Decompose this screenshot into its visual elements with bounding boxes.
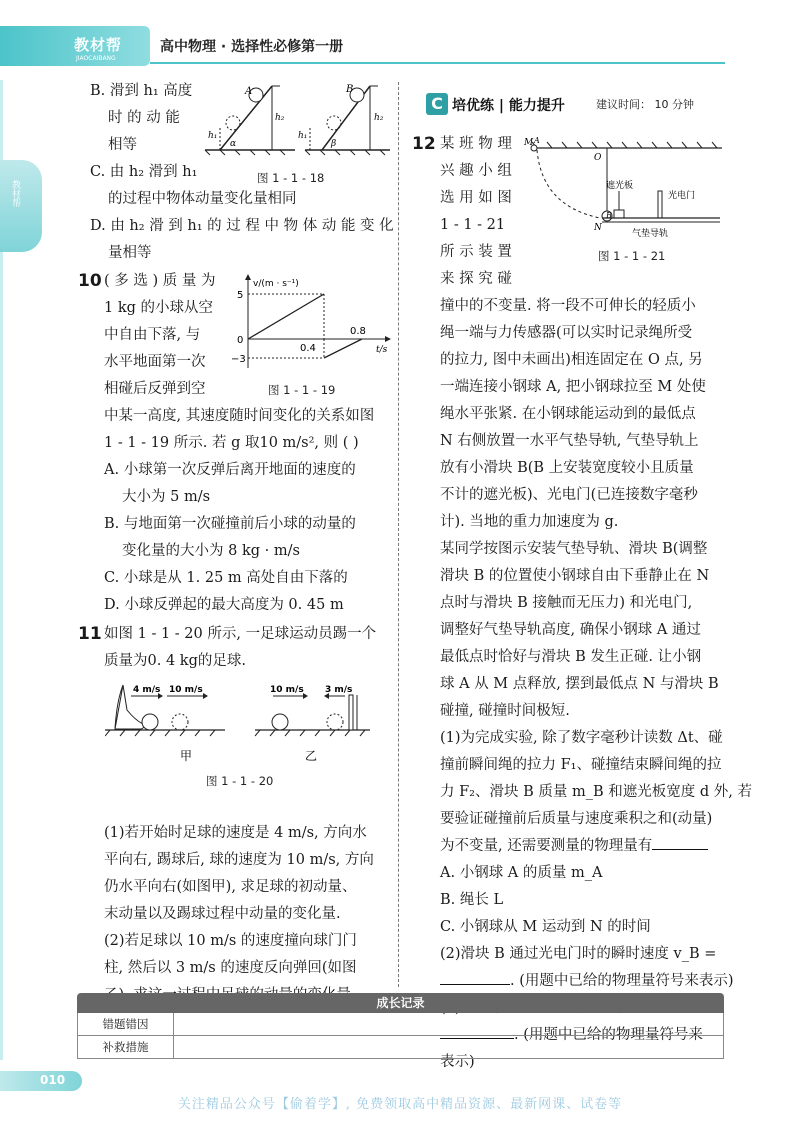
q12-sub1-line4: 要验证碰撞前后质量与速度乘积之和(动量) [440, 811, 713, 827]
q10-line7: 1 - 1 - 19 所示. 若 g 取10 m/s², 则 ( ) [104, 435, 359, 451]
q12-sub1-line3: 力 F₂、滑块 B 质量 m_B 和遮光板宽度 d 外, 若 [440, 784, 752, 800]
section-title: 培优练 | 能力提升 [452, 98, 565, 114]
q9-option-b-line1: B. 滑到 h₁ 高度 [90, 83, 193, 99]
q12-line8: 绳一端与力传感器(可以实时记录绳所受 [440, 325, 693, 341]
q12-line4: 1 - 1 - 21 [440, 217, 506, 233]
q11-part1-line2: 平向右, 踢球后, 球的速度为 10 m/s, 方向 [104, 852, 374, 868]
fig20-label-yi: 乙 [305, 749, 318, 763]
q12-line14: 不计的遮光板)、光电门(已连接数字毫秒 [440, 487, 698, 503]
q9-option-b-line3: 相等 [108, 137, 137, 153]
fig19-xlabel: t/s [376, 345, 388, 355]
fig20-v-incoming: 10 m/s [270, 685, 304, 695]
fig18-label-h1-left: h₁ [208, 131, 218, 141]
q12-sub1-line1: (1)为完成实验, 除了数字毫秒计读数 Δt、碰 [440, 730, 723, 746]
fig18-label-h2-right: h₂ [374, 113, 384, 123]
q12-option-b: B. 绳长 L [440, 892, 504, 908]
figure-1-1-21-caption: 图 1 - 1 - 21 [598, 249, 666, 263]
q12-line20: 最低点时恰好与滑块 B 发生正碰. 让小钢 [440, 649, 702, 665]
q10-option-b-line2: 变化量的大小为 8 kg · m/s [122, 543, 300, 559]
header-rule [150, 62, 725, 64]
book-title: 高中物理 · 选择性必修第一册 [160, 39, 344, 55]
figure-1-1-19-caption: 图 1 - 1 - 19 [268, 383, 336, 397]
q12-sub1-line5 [440, 833, 708, 860]
growth-row-remedy-input[interactable] [174, 1036, 723, 1058]
q10-line2: 1 kg 的小球从空 [104, 300, 214, 316]
footer-promo: 关注精品公众号【偷着学】, 免费领取高中精品资源、最新网课、试卷等 [177, 1097, 623, 1112]
q12-sub2-line1: (2)滑块 B 通过光电门时的瞬时速度 v_B = [440, 946, 717, 962]
fig20-label-jia: 甲 [180, 749, 193, 763]
q12-line5: 所 示 装 置 [440, 244, 512, 260]
q10-line6: 中某一高度, 其速度随时间变化的关系如图 [104, 408, 375, 424]
q12-line6: 来 探 究 碰 [440, 271, 512, 287]
q12-sub2-line2 [440, 968, 734, 995]
fig21-label-shade: 遮光板 [606, 181, 634, 191]
q10-line1: ( 多 选 ) 质 量 为 [104, 273, 216, 289]
fig21-label-m: M [524, 138, 534, 148]
q11-line2: 质量为0. 4 kg的足球. [104, 653, 246, 669]
answer-blank-1[interactable] [652, 834, 708, 850]
q9-option-b-line2: 时 的 动 能 [108, 110, 180, 126]
section-time: 建议时间： 10 分钟 [596, 98, 694, 111]
q9-option-c-line2: 的过程中物体动量变化量相同 [108, 191, 297, 207]
q11-part2-line2: 柱, 然后以 3 m/s 的速度反向弹回(如图 [104, 960, 357, 976]
q10-option-d: D. 小球反弹起的最大高度为 0. 45 m [104, 597, 344, 613]
q11-line1: 如图 1 - 1 - 20 所示, 一足球运动员踢一个 [104, 626, 377, 642]
fig19-tick-08: 0.8 [350, 326, 366, 337]
q12-line22: 碰撞, 碰撞时间极短. [440, 703, 570, 719]
figure-1-1-18-caption: 图 1 - 1 - 18 [257, 171, 325, 185]
q11-part2-line1: (2)若足球以 10 m/s 的速度撞向球门门 [104, 933, 357, 949]
q10-option-b-line1: B. 与地面第一次碰撞前后小球的动量的 [104, 516, 356, 532]
q9-option-d-line1: D. 由 h₂ 滑 到 h₁ 的 过 程 中 物 体 动 能 变 化 [90, 218, 394, 234]
q12-number: 12 [412, 134, 436, 154]
fig21-label-b: B [606, 211, 612, 220]
figure-1-1-20 [105, 680, 375, 770]
fig19-tick-neg3: −3 [231, 354, 246, 365]
q11-part1-line4: 末动量以及踢球过程中动量的变化量. [104, 906, 341, 922]
q12-option-a: A. 小钢球 A 的质量 m_A [440, 865, 603, 881]
q12-line2: 兴 趣 小 组 [440, 163, 512, 179]
q11-part1-line1: (1)若开始时足球的速度是 4 m/s, 方向水 [104, 825, 367, 841]
q9-option-c-line1: C. 由 h₂ 滑到 h₁ [90, 164, 198, 180]
fig18-label-a: A [245, 86, 253, 97]
q9-option-d-line2: 量相等 [108, 245, 152, 261]
q12-option-c: C. 小钢球从 M 运动到 N 的时间 [440, 919, 651, 935]
figure-1-1-20-caption: 图 1 - 1 - 20 [206, 774, 274, 788]
fig18-label-h2-left: h₂ [275, 113, 285, 123]
q12-line13: 放有小滑块 B(B 上安装宽度较小且质量 [440, 460, 694, 476]
q12-line19: 调整好气垫导轨高度, 确保小钢球 A 通过 [440, 622, 701, 638]
q10-number: 10 [78, 271, 102, 291]
page-number: 010 [40, 1073, 66, 1087]
answer-blank-2[interactable] [440, 969, 510, 985]
fig18-label-b: B [346, 84, 354, 95]
q12-line9: 的拉力, 图中未画出)相连固定在 O 点, 另 [440, 352, 703, 368]
side-tab-label: 教材帮 [10, 180, 20, 207]
growth-row-errors-label: 错题错因 [78, 1013, 174, 1035]
q12-sub2-line2-text: . (用题中已给的物理量符号来表示) [510, 973, 734, 989]
fig20-v-final: 10 m/s [169, 685, 203, 695]
q10-line4: 水平地面第一次 [104, 354, 206, 370]
logo: 教材帮 [74, 36, 123, 54]
q10-line3: 中自由下落, 与 [104, 327, 201, 343]
q12-line15: 计). 当地的重力加速度为 g. [440, 514, 619, 530]
q11-number: 11 [78, 624, 102, 644]
q12-sub1-line2: 撞前瞬间绳的拉力 F₁、碰撞结束瞬间绳的拉 [440, 757, 722, 773]
fig19-tick-04: 0.4 [300, 343, 316, 354]
q12-line1: 某 班 物 理 [440, 136, 512, 152]
q10-line5: 相碰后反弹到空 [104, 381, 206, 397]
q12-sub3-line2-text: . (用题中已给的物理量符号来 [514, 1027, 703, 1043]
fig18-label-alpha: α [230, 139, 237, 149]
q11-part1-line3: 仍水平向右(如图甲), 求足球的初动量、 [104, 879, 357, 895]
q10-option-a-line1: A. 小球第一次反弹后离开地面的速度的 [104, 462, 356, 478]
growth-record-title: 成长记录 [77, 993, 724, 1013]
fig19-tick-5: 5 [237, 290, 244, 301]
q10-option-c: C. 小球是从 1. 25 m 高处自由下落的 [104, 570, 348, 586]
q12-line3: 选 用 如 图 [440, 190, 512, 206]
logo-subtitle: JIAOCAIBANG [76, 55, 116, 62]
column-divider [398, 82, 399, 987]
fig18-label-beta: β [331, 139, 337, 149]
fig21-label-gate: 光电门 [668, 191, 696, 201]
q12-line11: 绳水平张紧. 在小钢球能运动到的最低点 [440, 406, 696, 422]
q12-sub3-line3: 表示) [440, 1054, 475, 1070]
figure-1-1-21 [522, 136, 727, 254]
fig18-label-h1-right: h₁ [298, 131, 308, 141]
fig21-label-rail: 气垫导轨 [632, 229, 669, 239]
q12-sub1-line5-text: 为不变量, 还需要测量的物理量有 [440, 838, 653, 854]
q12-line18: 点时与滑块 B 接触而无压力) 和光电门, [440, 595, 693, 611]
q12-line16: 某同学按图示安装气垫导轨、滑块 B(调整 [440, 541, 708, 557]
fig21-label-n: N [594, 223, 602, 233]
figure-1-1-19 [228, 272, 398, 372]
figure-1-1-18 [200, 78, 395, 158]
growth-row-remedy[interactable] [77, 1036, 724, 1059]
q10-option-a-line2: 大小为 5 m/s [122, 489, 211, 505]
fig21-label-o: O [594, 153, 602, 163]
growth-row-errors[interactable] [77, 1013, 724, 1036]
q12-line17: 滑块 B 的位置使小钢球自由下垂静止在 N [440, 568, 710, 584]
section-badge: C [426, 93, 448, 115]
growth-row-remedy-label: 补救措施 [78, 1036, 174, 1058]
q12-line21: 球 A 从 M 点释放, 摆到最低点 N 与滑块 B [440, 676, 719, 692]
q12-line7: 撞中的不变量. 将一段不可伸长的轻质小 [440, 298, 696, 314]
fig20-v-rebound: 3 m/s [325, 685, 353, 695]
growth-row-errors-input[interactable] [174, 1013, 723, 1035]
fig21-label-a: A [534, 136, 540, 145]
growth-record-table [77, 993, 724, 1059]
fig20-v-initial: 4 m/s [133, 685, 161, 695]
q12-line10: 一端连接小钢球 A, 把小钢球拉至 M 处使 [440, 379, 706, 395]
q12-line12: N 右侧放置一水平气垫导轨, 气垫导轨上 [440, 433, 699, 449]
fig19-ylabel: v/(m · s⁻¹) [253, 279, 299, 289]
fig19-tick-0: 0 [237, 335, 244, 346]
